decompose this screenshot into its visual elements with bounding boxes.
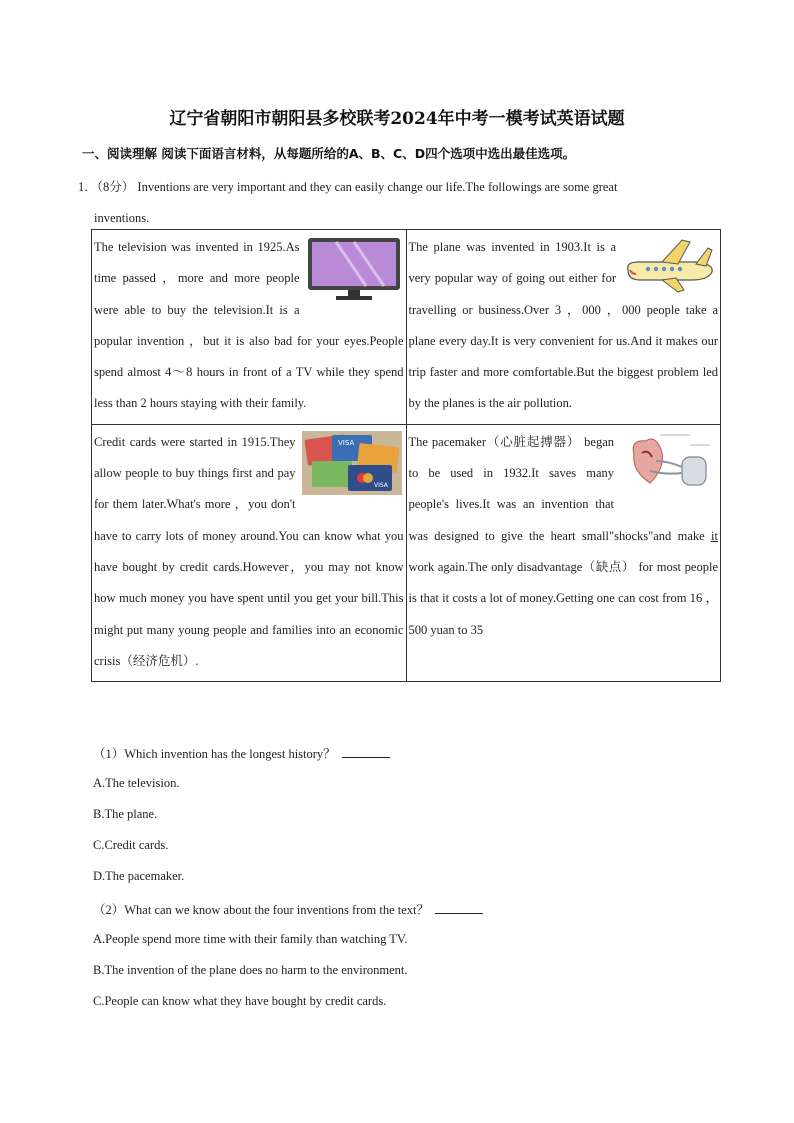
pacemaker-icon xyxy=(620,431,716,495)
sub-question-2 xyxy=(93,900,483,918)
airplane-icon xyxy=(622,236,716,294)
cell-credit-cards xyxy=(92,424,407,681)
sub-question-1-options xyxy=(93,768,184,892)
intro-text-cont: inventions. xyxy=(94,211,150,225)
section-heading: 一、阅读理解 阅读下面语言材料，从每题所给的A、B、C、D四个选项中选出最佳选项。 xyxy=(82,146,576,161)
sub-question-2-stem: （2）What can we know about the four inventions from the text？ xyxy=(93,903,430,917)
pacemaker-text-part2: work again.The only disadvantage（缺点） for most people is that it costs a lot of money.Getting one can cost from 16 ，500 yuan to 35 xyxy=(408,559,718,637)
answer-blank-1[interactable] xyxy=(342,747,390,758)
cell-television xyxy=(92,230,407,425)
answer-blank-2[interactable] xyxy=(435,903,483,914)
sub-question-2-options xyxy=(93,924,408,1017)
sub-question-1 xyxy=(93,744,390,762)
option-c: C.Credit cards. xyxy=(93,838,169,852)
page-title: 辽宁省朝阳市朝阳县多校联考2024年中考一模考试英语试题 xyxy=(169,109,625,129)
television-icon xyxy=(306,236,402,302)
cell-plane xyxy=(406,230,721,425)
inventions-table xyxy=(91,229,721,682)
cell-pacemaker xyxy=(406,424,721,681)
option-b: B.The plane. xyxy=(93,807,158,821)
plane-text: The plane was invented in 1903.It is a very popular way of going out either for travelling or business.Over 3 ，000 ，000 people take a plane every day.It is very convenient for us.And it makes our trip faster and more comfortable.But the biggest problem led by the planes is the air pollution. xyxy=(408,240,718,411)
question-number: 1． xyxy=(78,180,97,194)
pacemaker-text-it: it xyxy=(711,528,718,543)
svg-text:VISA: VISA xyxy=(373,481,388,489)
question-1-intro xyxy=(78,172,720,234)
sub-question-1-stem: （1）Which invention has the longest history？ xyxy=(93,747,336,761)
pacemaker-text-part1: The pacemaker（心脏起搏器） began to be used in 1932.It saves many people's lives.It was an invention that was designed to give the heart small"shocks"and make xyxy=(408,434,712,543)
option-a: A.People spend more time with their family than watching TV. xyxy=(93,932,408,946)
credit-cards-icon xyxy=(302,431,402,495)
question-score: （8分） xyxy=(96,180,135,194)
option-c: C.People can know what they have bought by credit cards. xyxy=(93,994,387,1008)
option-d: D.The pacemaker. xyxy=(93,869,185,883)
svg-text:VISA: VISA xyxy=(337,438,354,447)
option-a: A.The television. xyxy=(93,776,180,790)
option-b: B.The invention of the plane does no harm to the environment. xyxy=(93,963,408,977)
credit-cards-text: Credit cards were started in 1915.They allow people to buy things first and pay for them later.What's more ，you don't have to carry lots of money around.You can know what you have bought by credit cards.However，you may not know how much money you have spent until you get your bill.This might put many young people and families into an economic crisis（经济危机）. xyxy=(94,434,404,668)
intro-text: Inventions are very important and they can easily change our life.The followings are some great xyxy=(137,180,618,194)
television-text: The television was invented in 1925.As time passed ，more and more people were able to buy the television.It is a popular invention ，but it is also bad for your eyes.People spend almost 4～8 hours in front of a TV while they spend less than 2 hours staying with their family. xyxy=(94,240,404,411)
